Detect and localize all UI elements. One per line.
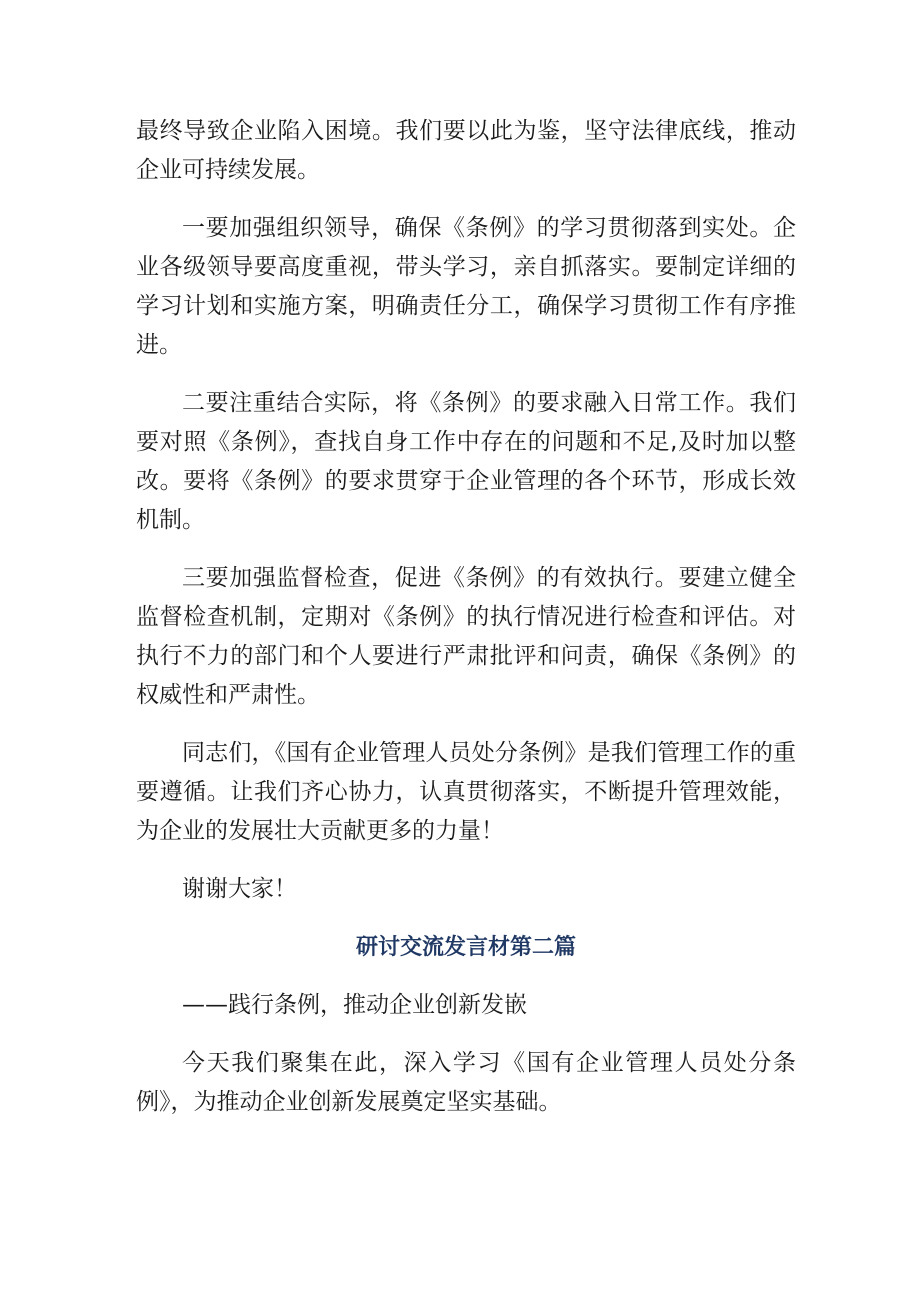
paragraph-closing: 同志们，《国有企业管理人员处分条例》是我们管理工作的重要遵循。让我们齐心协力，认真贯彻落实，不断提升管理效能，为企业的发展壮大贡献更多的力量！ <box>136 740 796 844</box>
paragraph-thanks: 谢谢大家！ <box>182 876 297 902</box>
section-subtitle: ——践行条例，推动企业创新发嵌 <box>182 992 527 1018</box>
paragraph-intro: 今天我们聚集在此，深入学习《国有企业管理人员处分条例》，为推动企业创新发展奠定坚实基础。 <box>136 1050 796 1115</box>
paragraph-point-one: 一要加强组织领导，确保《条例》的学习贯彻落到实处。企业各级领导要高度重视，带头学习，亲自抓落实。要制定详细的学习计划和实施方案，明确责任分工，确保学习贯彻工作有序推进。 <box>136 215 796 358</box>
paragraph-point-two: 二要注重结合实际，将《条例》的要求融入日常工作。我们要对照《条例》，查找自身工作中存在的问题和不足,及时加以整改。要将《条例》的要求贯穿于企业管理的各个环节，形成长效机制。 <box>136 390 796 533</box>
section-title: 研讨交流发言材第二篇 <box>355 935 576 960</box>
paragraph-point-three: 三要加强监督检查，促进《条例》的有效执行。要建立健全监督检查机制，定期对《条例》的执行情况进行检查和评估。对执行不力的部门和个人要进行严肃批评和问责，确保《条例》的权威性和严肃性。 <box>136 565 796 708</box>
paragraph-continuation: 最终导致企业陷入困境。我们要以此为鉴，坚守法律底线，推动企业可持续发展。 <box>136 118 796 183</box>
document-body <box>136 112 796 1141</box>
